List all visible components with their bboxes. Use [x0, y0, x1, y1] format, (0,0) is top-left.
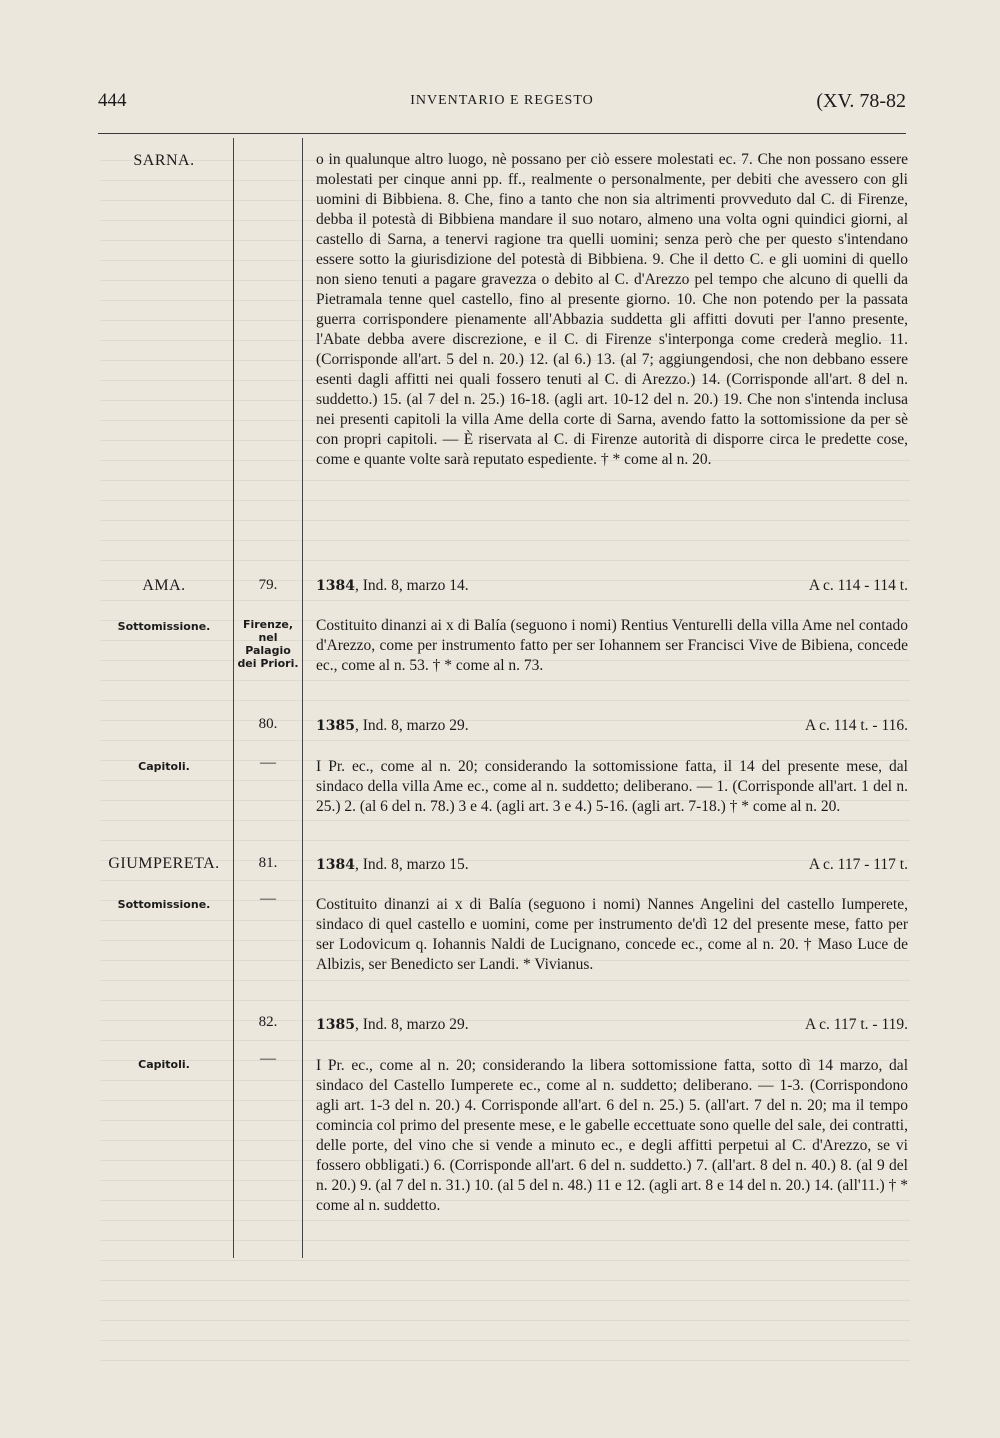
entry-date: [316, 717, 469, 735]
entry-date: [316, 856, 469, 874]
section-reference: (XV. 78-82: [816, 90, 906, 112]
page-number: 444: [98, 90, 127, 111]
entry-header: [316, 577, 908, 597]
entry-header: [316, 1016, 908, 1036]
folio-reference: A c. 117 - 117 t.: [808, 856, 908, 873]
dash-mark: —: [260, 1050, 276, 1067]
entry-year: 1384: [316, 578, 355, 594]
margin-tag: Sottomissione.: [117, 898, 211, 911]
margin-tag: Sottomissione.: [117, 620, 211, 633]
margin-tag: Capitoli.: [138, 1058, 190, 1071]
location-line: Firenze,: [242, 618, 294, 631]
entry-number: 82.: [258, 1014, 278, 1030]
entry-text-sarna: o in qualunque altro luogo, nè possano per ciò essere molestati ec. 7. Che non possano essere molestati per cinque anni pp. ff., realmente o personalmente, per debiti che avessero con gli uomini di Bibbiena. 8. Che, fino a tanto che non sia altrimenti provveduto dal C. di Firenze, debba il potestà di Bibbiena mandare il suo notaro, almeno una volta ogni quindici giorni, al castello di Sarna, a tenervi ragione tra quelli uomini; senza però che per questo s'intendano essere sotto la giurisdizione del potestà di Bibbiena. 9. Che il detto C. e gli uomini di quello non sieno tenuti a pagare gravezza o debito al C. d'Arezzo pel tempo che alcuno di quelli da Pietramala tenne quel castello, fino al presente giorno. 10. Che non potendo per la passata guerra corrispondere pienamente all'Abbazia suddetta gli affitti dovuti per l'anno presente, l'Abate debba avere discrezione, e il C. di Firenze s'interponga come crederà meglio. 11. (Corrisponde all'art. 5 del n. 20.) 12. (al 6.) 13. (al 7; aggiungendosi, che non debbano essere esenti dagli affitti nei quali fossero tenuti al C. di Arezzo.) 14. (Corrisponde all'art. 8 del n. suddetto.) 15. (al 7 del n. 25.) 16-18. (agli art. 10-12 del n. 20.) 19. Che non s'intenda inclusa nei presenti capitoli la villa Ame della corte di Sarna, avendo fatto la sottomissione da per sè con propri capitoli. — È riservata al C. di Firenze autorità di disporre circa le predette cose, come e quante volte sarà reputato espediente. † * come al n. 20.: [316, 151, 908, 468]
folio-reference: A c. 114 - 114 t.: [808, 577, 908, 594]
margin-place-giumpereta: GIUMPERETA.: [108, 855, 220, 872]
margin-place-sarna: SARNA.: [133, 152, 195, 169]
entry-date: [316, 1016, 469, 1034]
folio-reference: A c. 117 t. - 119.: [804, 1016, 908, 1033]
entry-date: [316, 577, 469, 595]
location-line: dei Priori.: [237, 657, 299, 670]
header-rule: [98, 133, 906, 134]
entry-year: 1385: [316, 718, 355, 734]
location-note: [234, 618, 302, 670]
entry-date-rest: , Ind. 8, marzo 29.: [354, 717, 469, 734]
entry-text: Costituito dinanzi ai x di Balía (seguono i nomi) Rentius Venturelli della villa Ame nel contado d'Arezzo, come per instrumento fatto per ser Iohannem ser Francisci Vive de Bibiena, concede ec., come al n. 53. † * come al n. 73.: [316, 617, 908, 674]
column-divider-left: [233, 138, 234, 1258]
entry-year: 1384: [316, 857, 355, 873]
entry-text: I Pr. ec., come al n. 20; considerando la sottomissione fatta, il 14 del presente mese, dal sindaco della villa Ame ec., come al n. suddetto; deliberano. — 1. (Corrisponde all'art. 1 del n. 25.) 2. (al 6 del n. 78.) 3 e 4. (agli art. 3 e 4.) 5-16. (agli art. 7-18.) † * come al n. 20.: [316, 758, 908, 815]
entry-date-rest: , Ind. 8, marzo 14.: [354, 577, 469, 594]
running-title: INVENTARIO E REGESTO: [410, 93, 594, 108]
folio-reference: A c. 114 t. - 116.: [804, 717, 908, 734]
entry-header: [316, 856, 908, 876]
entry-date-rest: , Ind. 8, marzo 29.: [354, 1016, 469, 1033]
entry-number: 81.: [258, 855, 278, 871]
entry-text: I Pr. ec., come al n. 20; considerando la libera sottomissione fatta, sotto dì 14 marzo, dal sindaco del Castello Iumperete ec., come al n. suddetto; deliberano. — 1-3. (Corrispondono agli art. 1-3 del n. 20.) 4. Corrisponde all'art. 6 del n. 25.) 5. (all'art. 7 del n. 20; ma il tempo comincia col primo del presente mese, e le gabelle eccettuate sono quelle del sale, dei contratti, delle porte, del vino che si vende a minuto ec., e degli affitti perpetui al C. d'Arezzo, se vi fossero obbligati.) 6. (Corrisponde all'art. 6 del n. suddetto.) 7. (all'art. 8 del n. 40.) 8. (al 9 del n. 20.) 9. (al 7 del n. 31.) 10. (al 5 del n. 48.) 11 e 12. (agli art. 8 e 14 del n. 20.) 14. (all'11.) † * come al n. suddetto.: [316, 1057, 908, 1214]
column-divider-right: [302, 138, 303, 1258]
entry-number: 79.: [258, 577, 278, 593]
entry-year: 1385: [316, 1017, 355, 1033]
dash-mark: —: [260, 890, 276, 907]
entry-header: [316, 717, 908, 737]
entry-number: 80.: [258, 716, 278, 732]
location-line: nel Palagio: [245, 631, 291, 657]
entry-text: Costituito dinanzi ai x di Balía (seguono i nomi) Nannes Angelini del castello Iumperete, sindaco di quel castello e uomini, come per instrumento de'dì 12 del presente mese, fatto per ser Lodovicum q. Iohannis Naldi de Lucignano, concede ec., come al n. 20. † Maso Luce de Albizis, ser Benedicto ser Landi. * Vivianus.: [316, 896, 908, 973]
dash-mark: —: [260, 754, 276, 771]
margin-place-ama: AMA.: [142, 577, 186, 594]
margin-tag: Capitoli.: [138, 760, 190, 773]
running-head: [98, 90, 906, 114]
entry-date-rest: , Ind. 8, marzo 15.: [354, 856, 469, 873]
